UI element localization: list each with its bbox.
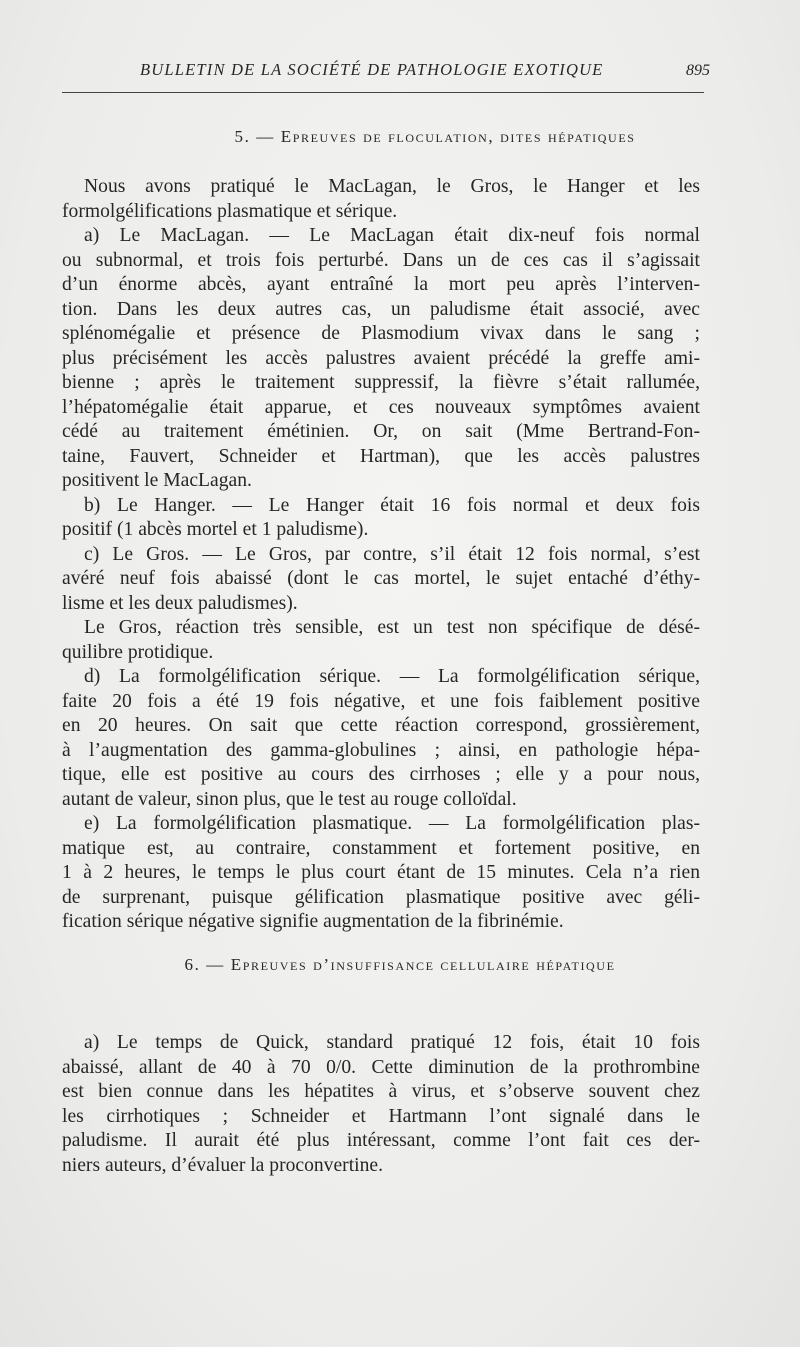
text-line: splénomégalie et présence de Plasmodium vivax dans le sang ;: [62, 323, 700, 344]
text-line: e) La formolgélification plasmatique. — La formolgélification plas-: [84, 813, 700, 834]
text-line: d) La formolgélification sérique. — La formolgélification sérique,: [84, 666, 700, 687]
text-line: lisme et les deux paludismes).: [62, 592, 298, 614]
text-line: matique est, au contraire, constamment et fortement positive, en: [62, 837, 700, 859]
text-line: niers auteurs, d’évaluer la proconvertine.: [62, 1154, 383, 1176]
page-number: 895: [686, 62, 710, 79]
text-line: plus précisément les accès palustres avaient précédé la greffe ami-: [62, 347, 700, 369]
text-line: d’un énorme abcès, ayant entraîné la mort peu après l’interven-: [62, 274, 700, 295]
text-line: 1 à 2 heures, le temps le plus court étant de 15 minutes. Cela n’a rien: [62, 862, 700, 883]
text-line: formolgélifications plasmatique et sérique.: [62, 200, 398, 222]
text-line: b) Le Hanger. — Le Hanger était 16 fois normal et deux fois: [84, 494, 700, 516]
text-line: quilibre protidique.: [62, 641, 214, 663]
text-line: est bien connue dans les hépatites à virus, et s’observe souvent chez: [62, 1081, 700, 1102]
text-line: de surprenant, puisque gélification plasmatique positive avec géli-: [62, 886, 700, 908]
journal-title: BULLETIN DE LA SOCIÉTÉ DE PATHOLOGIE EXOTIQUE: [140, 60, 604, 79]
text-line: les cirrhotiques ; Schneider et Hartmann l’ont signalé dans le: [62, 1105, 700, 1127]
text-line: positivent le MacLagan.: [62, 470, 252, 491]
text-line: taine, Fauvert, Schneider et Hartman), que les accès palustres: [62, 445, 700, 467]
text-line: cédé au traitement émétinien. Or, on sait (Mme Bertrand-Fon-: [62, 421, 700, 442]
text-line: c) Le Gros. — Le Gros, par contre, s’il était 12 fois normal, s’est: [84, 543, 700, 565]
text-line: fication sérique négative signifie augmentation de la fibrinémie.: [62, 911, 564, 932]
running-header: [62, 58, 710, 93]
text-line: l’hépatomégalie était apparue, et ces nouveaux symptômes avaient: [62, 396, 700, 418]
text-line: abaissé, allant de 40 à 70 0/0. Cette diminution de la prothrombine: [62, 1056, 700, 1078]
text-line: positif (1 abcès mortel et 1 paludisme).: [62, 519, 369, 540]
text-line: Nous avons pratiqué le MacLagan, le Gros, le Hanger et les: [84, 176, 700, 197]
text-line: avéré neuf fois abaissé (dont le cas mortel, le sujet entaché d’éthy-: [62, 568, 700, 589]
text-line: en 20 heures. On sait que cette réaction correspond, grossièrement,: [62, 715, 700, 736]
text-line: autant de valeur, sinon plus, que le test au rouge colloïdal.: [62, 788, 517, 810]
text-line: tique, elle est positive au cours des cirrhoses ; elle y a pour nous,: [62, 764, 700, 785]
text-line: à l’augmentation des gamma-globulines ; ainsi, en pathologie hépa-: [62, 739, 700, 761]
text-line: faite 20 fois a été 19 fois négative, et une fois faiblement positive: [62, 690, 700, 712]
text-line: tion. Dans les deux autres cas, un paludisme était associé, avec: [62, 298, 700, 320]
section-6-heading: 6. — Epreuves d’insuffisance cellulaire hépatique: [184, 955, 616, 974]
text-line: a) Le MacLagan. — Le MacLagan était dix-neuf fois normal: [84, 225, 700, 246]
section-5-heading: 5. — Epreuves de floculation, dites hépatiques: [234, 127, 636, 146]
text-line: Le Gros, réaction très sensible, est un test non spécifique de désé-: [84, 617, 700, 638]
section-6-body: [62, 1031, 700, 1178]
section-5-body: [62, 175, 700, 935]
text-line: a) Le temps de Quick, standard pratiqué 12 fois, était 10 fois: [84, 1032, 700, 1053]
text-line: ou subnormal, et trois fois perturbé. Dans un de ces cas il s’agissait: [62, 249, 700, 271]
text-line: bienne ; après le traitement suppressif, la fièvre s’était rallumée,: [62, 372, 700, 393]
text-line: paludisme. Il aurait été plus intéressant, comme l’ont fait ces der-: [62, 1130, 700, 1151]
